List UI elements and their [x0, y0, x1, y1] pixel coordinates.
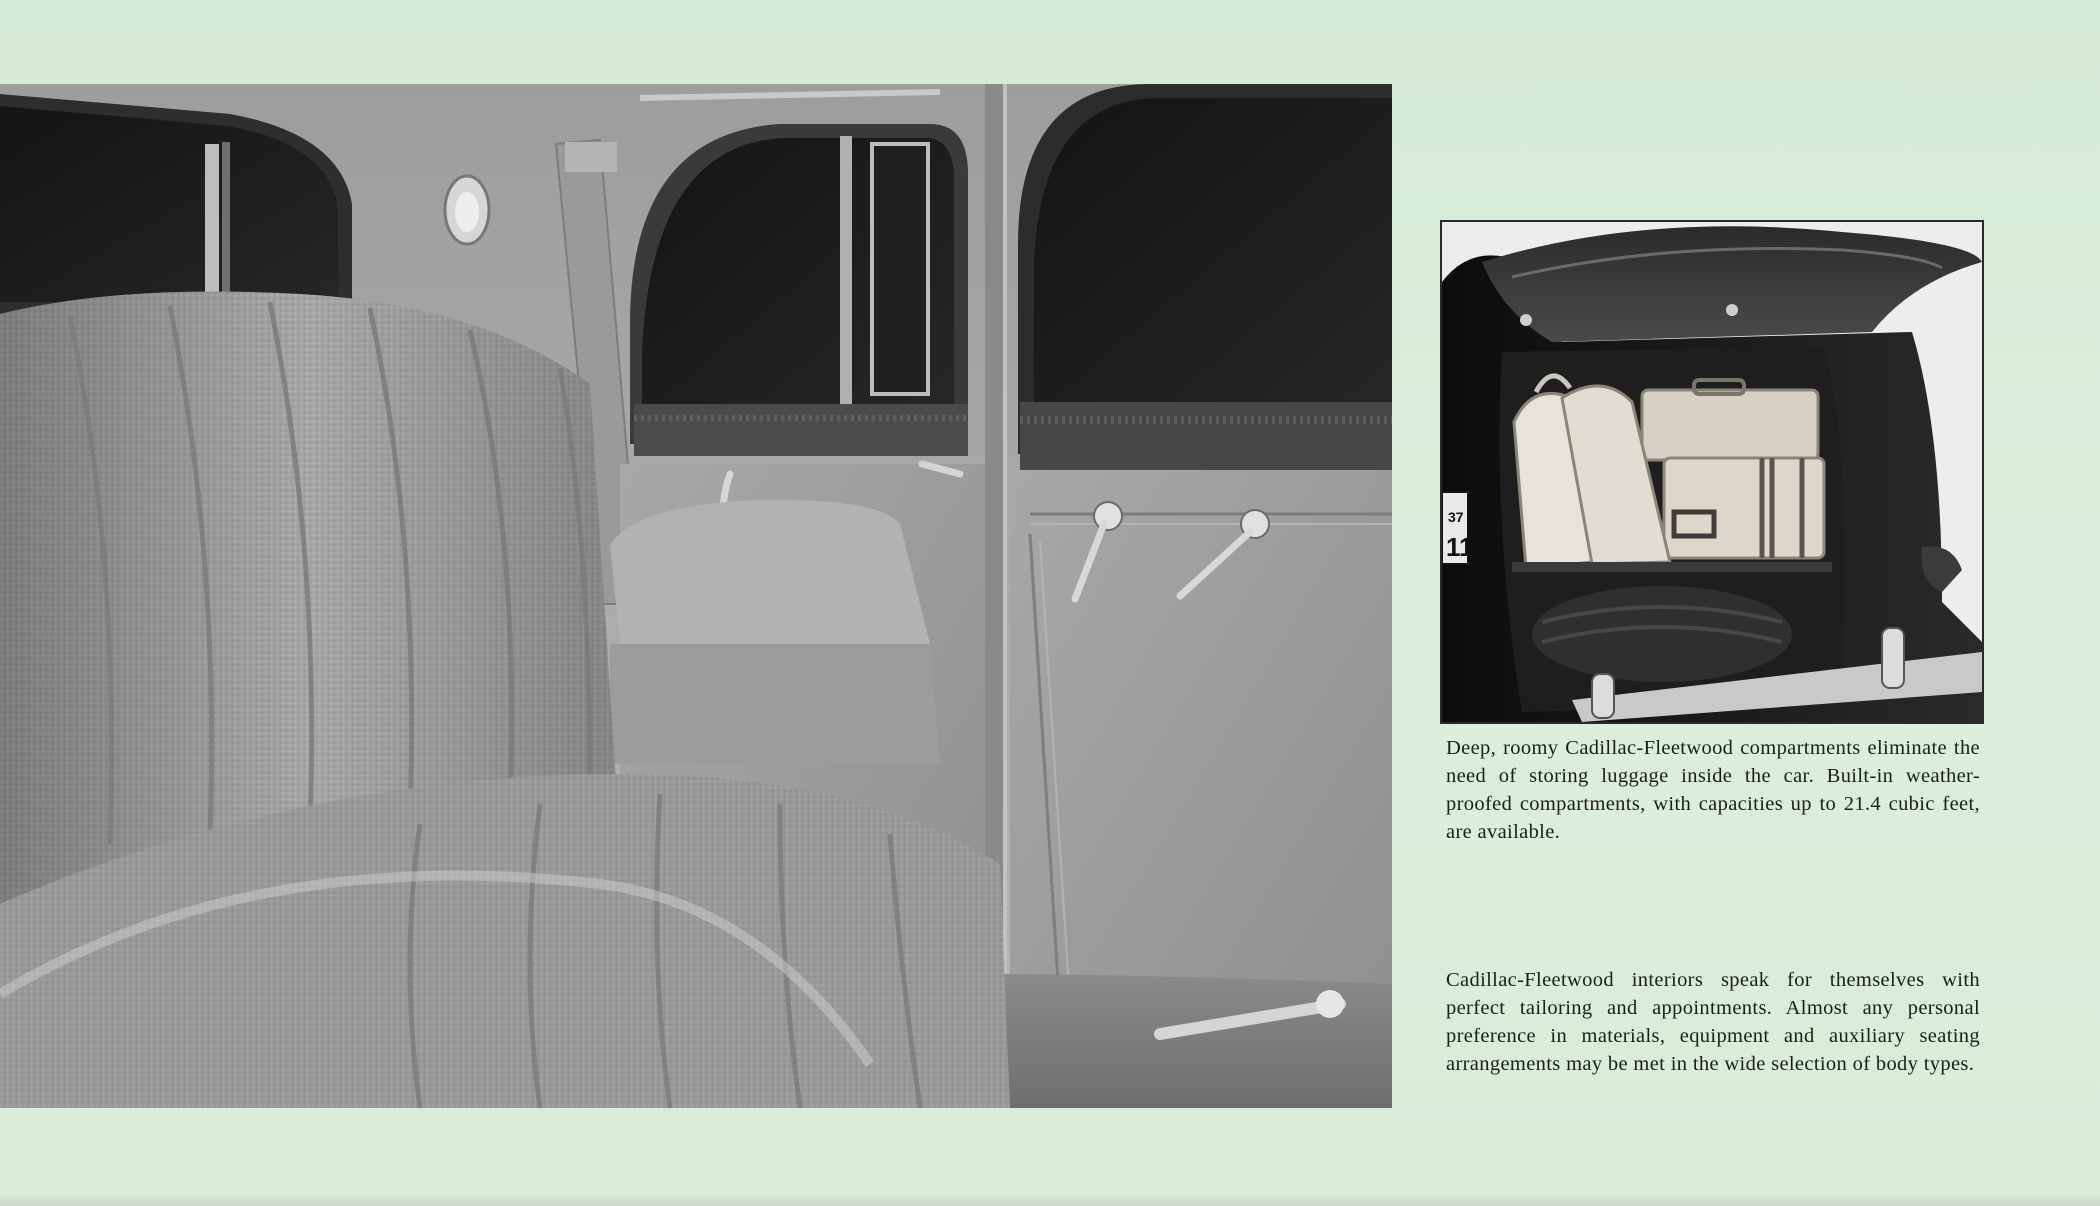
luggage-compartment-photo	[1442, 222, 1982, 722]
page-bottom-edge	[0, 1196, 2100, 1206]
interiors-caption: Cadillac-Fleetwood interiors speak for themselves with perfect tailoring and appointments. Almost any personal preference in materials, equipment and auxiliary seating arrangements may be met in the wide selection of body types.	[1446, 969, 1980, 1075]
luggage-compartment-caption: Deep, roomy Cadillac-Fleetwood compartments eliminate the need of storing luggage inside the car. Built-in weather-proofed compartments, with capacities up to 21.4 cubic feet, are available.	[1446, 737, 1980, 843]
svg-text:11: 11	[1446, 532, 1474, 562]
license-plate-text: 37	[1448, 509, 1464, 525]
rear-compartment-interior-photo	[0, 84, 1392, 1108]
